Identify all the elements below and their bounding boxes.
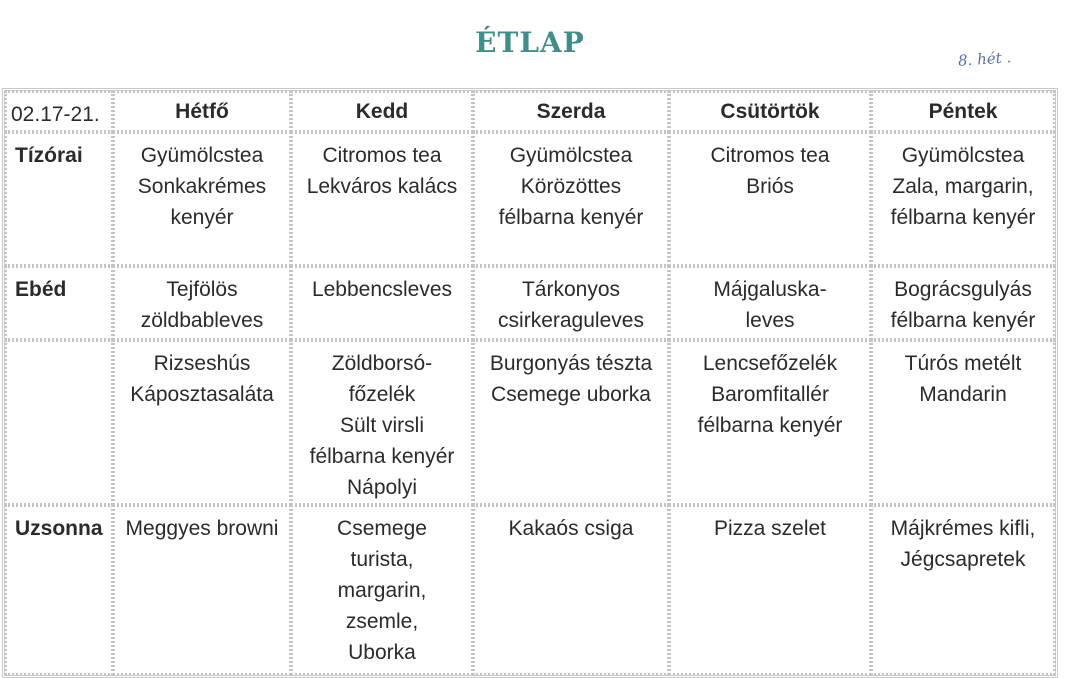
menu-item-line: Baromfitallér xyxy=(711,383,829,406)
date-range: 02.17-21. xyxy=(5,91,113,132)
menu-cell-friday xyxy=(871,505,1055,675)
menu-item-line: Citromos tea xyxy=(322,144,442,167)
menu-item-line: Lencsefőzelék xyxy=(702,352,838,375)
menu-item-line: Zala, margarin, xyxy=(892,175,1034,198)
menu-item-line: leves xyxy=(745,309,795,332)
menu-item-line: margarin, xyxy=(337,579,427,602)
menu-item-line: félbarna kenyér xyxy=(498,206,644,229)
menu-item-line: Burgonyás tészta xyxy=(489,352,653,375)
day-header-friday: Péntek xyxy=(871,91,1055,132)
table-row xyxy=(5,505,1055,675)
menu-cell-thursday xyxy=(669,340,871,505)
menu-cell-wednesday xyxy=(473,340,669,505)
menu-cell-tuesday xyxy=(291,266,473,340)
menu-cell-monday xyxy=(113,340,291,505)
menu-cell-friday xyxy=(871,132,1055,266)
menu-item-line: félbarna kenyér xyxy=(309,445,455,468)
menu-cell-monday xyxy=(113,132,291,266)
menu-item-line: főzelék xyxy=(348,383,416,406)
page-title: ÉTLAP xyxy=(475,26,585,59)
menu-cell-thursday xyxy=(669,132,871,266)
day-header-tuesday: Kedd xyxy=(291,91,473,132)
menu-item-line: Zöldborsó- xyxy=(331,352,433,375)
meal-label: Ebéd xyxy=(5,266,113,340)
menu-item-line: Mandarin xyxy=(919,383,1007,406)
menu-item-line: zsemle, xyxy=(345,610,419,633)
menu-item-line: Pizza szelet xyxy=(713,517,827,540)
menu-item-line: Nápolyi xyxy=(346,476,418,499)
menu-item-line: zöldbableves xyxy=(140,309,264,332)
header-row xyxy=(5,91,1055,132)
day-header-thursday: Csütörtök xyxy=(669,91,871,132)
menu-item-line: Káposztasaláta xyxy=(130,383,274,406)
menu-item-line: csirkeraguleves xyxy=(498,309,644,332)
menu-item-line: Lekváros kalács xyxy=(306,175,458,198)
menu-item-line: Tárkonyos xyxy=(521,278,621,301)
day-header-wednesday: Szerda xyxy=(473,91,669,132)
table-row xyxy=(5,266,1055,340)
menu-cell-friday xyxy=(871,266,1055,340)
menu-item-line: Gyümölcstea xyxy=(509,144,633,167)
menu-cell-thursday xyxy=(669,505,871,675)
menu-item-line: Meggyes browni xyxy=(125,517,279,540)
menu-cell-wednesday xyxy=(473,132,669,266)
menu-item-line: Túrós metélt xyxy=(904,352,1022,375)
handwritten-week-note: 8. hét . xyxy=(957,48,1012,70)
menu-item-line: Kakaós csiga xyxy=(508,517,634,540)
menu-item-line: Körözöttes xyxy=(520,175,622,198)
menu-cell-wednesday xyxy=(473,505,669,675)
menu-item-line: Briós xyxy=(746,175,794,198)
menu-item-line: Citromos tea xyxy=(710,144,830,167)
menu-cell-monday xyxy=(113,266,291,340)
menu-cell-wednesday xyxy=(473,266,669,340)
menu-item-line: Tejfölös xyxy=(166,278,238,301)
menu-item-line: Májkrémes kifli, xyxy=(890,517,1036,540)
menu-cell-thursday xyxy=(669,266,871,340)
menu-item-line: Gyümölcstea xyxy=(901,144,1025,167)
menu-item-line: félbarna kenyér xyxy=(697,414,843,437)
menu-item-line: Lebbencsleves xyxy=(311,278,453,301)
menu-item-line: félbarna kenyér xyxy=(890,309,1036,332)
menu-cell-monday xyxy=(113,505,291,675)
menu-item-line: Rizseshús xyxy=(153,352,251,375)
menu-table xyxy=(2,88,1058,678)
menu-item-line: Csemege xyxy=(337,517,427,540)
menu-item-line: Sonkakrémes xyxy=(137,175,267,198)
menu-item-line: turista, xyxy=(350,548,414,571)
day-header-monday: Hétfő xyxy=(113,91,291,132)
menu-item-line: félbarna kenyér xyxy=(890,206,1036,229)
menu-item-line: Májgaluska- xyxy=(713,278,827,301)
menu-item-line: Csemege uborka xyxy=(491,383,651,406)
menu-cell-tuesday xyxy=(291,132,473,266)
table-row xyxy=(5,340,1055,505)
menu-item-line: Sült virsli xyxy=(339,414,424,437)
menu-cell-tuesday xyxy=(291,340,473,505)
menu-item-line: Jégcsapretek xyxy=(900,548,1026,571)
meal-label: Tízórai xyxy=(5,132,113,266)
menu-cell-friday xyxy=(871,340,1055,505)
menu-item-line: Uborka xyxy=(348,641,416,664)
menu-item-line: Bográcsgulyás xyxy=(894,278,1032,301)
menu-cell-tuesday xyxy=(291,505,473,675)
table-row xyxy=(5,132,1055,266)
meal-label xyxy=(5,340,113,505)
menu-item-line: Gyümölcstea xyxy=(140,144,264,167)
menu-item-line: kenyér xyxy=(170,206,234,229)
meal-label: Uzsonna xyxy=(5,505,113,675)
